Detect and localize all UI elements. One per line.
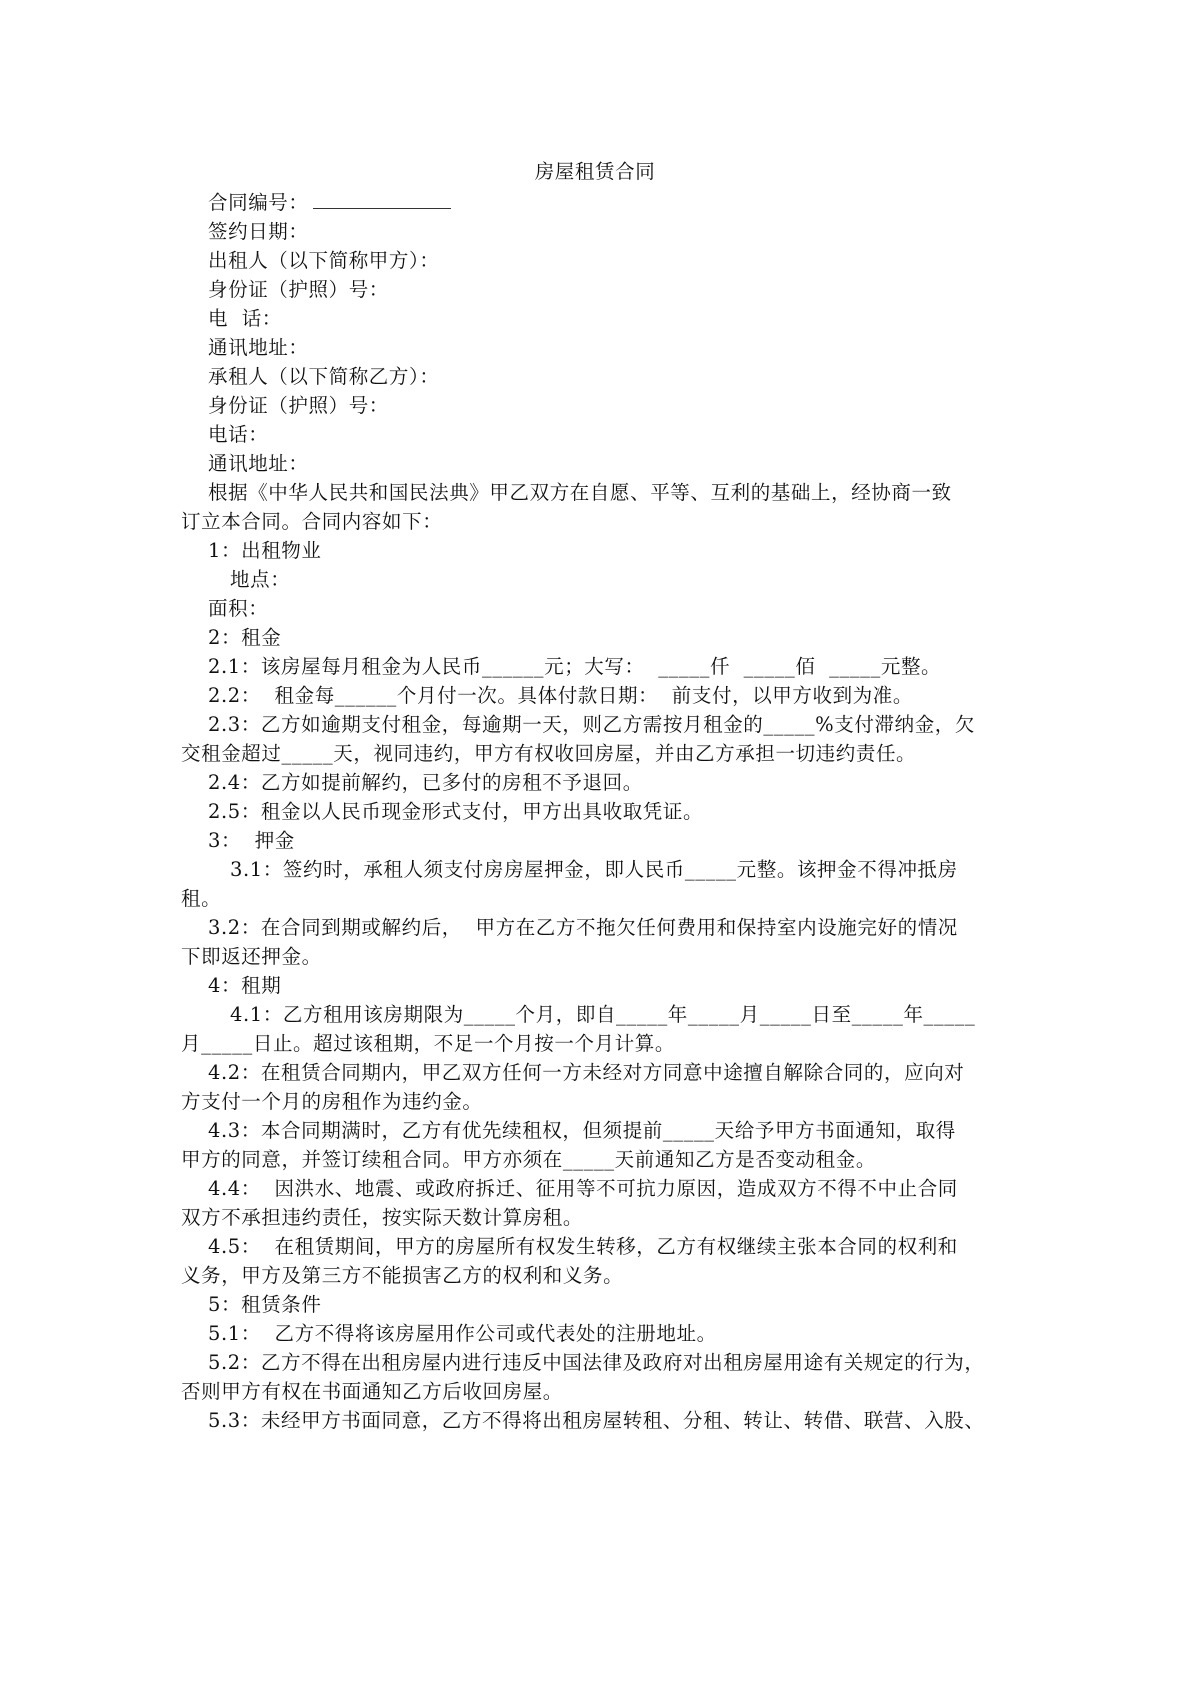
lessor-id-field: 身份证（护照）号：	[208, 278, 389, 301]
clause-2-3-line-2: 交租金超过_____天，视同违约，甲方有权收回房屋，并由乙方承担一切违约责任。	[181, 742, 917, 765]
clause-5-3-line-1: 5.3：未经甲方书面同意，乙方不得将出租房屋转租、分租、转让、转借、联营、入股、	[208, 1409, 985, 1432]
clause-2-2: 2.2： 租金每______个月付一次。具体付款日期： 前支付，以甲方收到为准。	[208, 684, 914, 707]
contract-number-blank	[313, 192, 451, 209]
clause-4-1-line-2: 月_____日止。超过该租期，不足一个月按一个月计算。	[181, 1032, 675, 1055]
signing-date-field: 签约日期：	[208, 220, 309, 243]
clause-4-3-line-2: 甲方的同意，并签订续租合同。甲方亦须在_____天前通知乙方是否变动租金。	[181, 1148, 876, 1171]
clause-3-2-line-2: 下即返还押金。	[181, 945, 322, 968]
section-3-heading: 3： 押金	[208, 829, 295, 852]
clause-2-5: 2.5：租金以人民币现金形式支付，甲方出具收取凭证。	[208, 800, 704, 823]
lessee-address-field: 通讯地址：	[208, 452, 309, 475]
preamble-line-1: 根据《中华人民共和国民法典》甲乙双方在自愿、平等、互利的基础上，经协商一致	[208, 481, 952, 504]
section-5-heading: 5：租赁条件	[208, 1293, 322, 1316]
contract-number-field: 合同编号：	[208, 188, 1058, 218]
section-2-heading: 2：租金	[208, 626, 282, 649]
lessee-field: 承租人（以下简称乙方）：	[208, 365, 440, 388]
clause-4-1-line-1: 4.1：乙方租用该房期限为_____个月，即自_____年_____月_____日至_____年_____	[230, 1003, 976, 1026]
clause-4-4-line-1: 4.4： 因洪水、地震、或政府拆迁、征用等不可抗力原因，造成双方不得不中止合同	[208, 1177, 958, 1200]
clause-5-1: 5.1： 乙方不得将该房屋用作公司或代表处的注册地址。	[208, 1322, 717, 1345]
clause-3-1-line-2: 租。	[181, 887, 222, 910]
lessee-id-field: 身份证（护照）号：	[208, 394, 389, 417]
section-1-heading: 1：出租物业	[208, 539, 322, 562]
clause-4-5-line-1: 4.5： 在租赁期间，甲方的房屋所有权发生转移，乙方有权继续主张本合同的权利和	[208, 1235, 958, 1258]
preamble-line-2: 订立本合同。合同内容如下：	[181, 510, 443, 533]
clause-3-2-line-1: 3.2：在合同到期或解约后， 甲方在乙方不拖欠任何费用和保持室内设施完好的情况	[208, 916, 958, 939]
clause-4-2-line-2: 方支付一个月的房租作为违约金。	[181, 1090, 483, 1113]
lessor-address-field: 通讯地址：	[208, 336, 309, 359]
document-title: 房屋租赁合同	[534, 160, 656, 183]
section-4-heading: 4：租期	[208, 974, 282, 997]
clause-2-4: 2.4：乙方如提前解约，已多付的房租不予退回。	[208, 771, 643, 794]
clause-2-1: 2.1：该房屋每月租金为人民币______元；大写： _____仟 _____佰 _____元整。	[208, 655, 942, 678]
clause-3-1-line-1: 3.1：签约时，承租人须支付房房屋押金，即人民币_____元整。该押金不得冲抵房	[230, 858, 958, 881]
lessor-field: 出租人（以下简称甲方）：	[208, 249, 440, 272]
property-area: 面积：	[208, 597, 269, 620]
lessor-phone-field: 电 话：	[208, 307, 282, 330]
clause-4-3-line-1: 4.3：本合同期满时，乙方有优先续租权，但须提前_____天给予甲方书面通知，取得	[208, 1119, 956, 1142]
clause-4-2-line-1: 4.2：在租赁合同期内，甲乙双方任何一方未经对方同意中途擅自解除合同的，应向对	[208, 1061, 965, 1084]
clause-5-2-line-2: 否则甲方有权在书面通知乙方后收回房屋。	[181, 1380, 563, 1403]
clause-4-4-line-2: 双方不承担违约责任，按实际天数计算房租。	[181, 1206, 584, 1229]
clause-4-5-line-2: 义务，甲方及第三方不能损害乙方的权利和义务。	[181, 1264, 624, 1287]
clause-5-2-line-1: 5.2：乙方不得在出租房屋内进行违反中国法律及政府对出租房屋用途有关规定的行为，	[208, 1351, 985, 1374]
property-location: 地点：	[230, 568, 291, 591]
lessee-phone-field: 电话：	[208, 423, 269, 446]
clause-2-3-line-1: 2.3：乙方如逾期支付租金，每逾期一天，则乙方需按月租金的_____%支付滞纳金，欠	[208, 713, 975, 736]
